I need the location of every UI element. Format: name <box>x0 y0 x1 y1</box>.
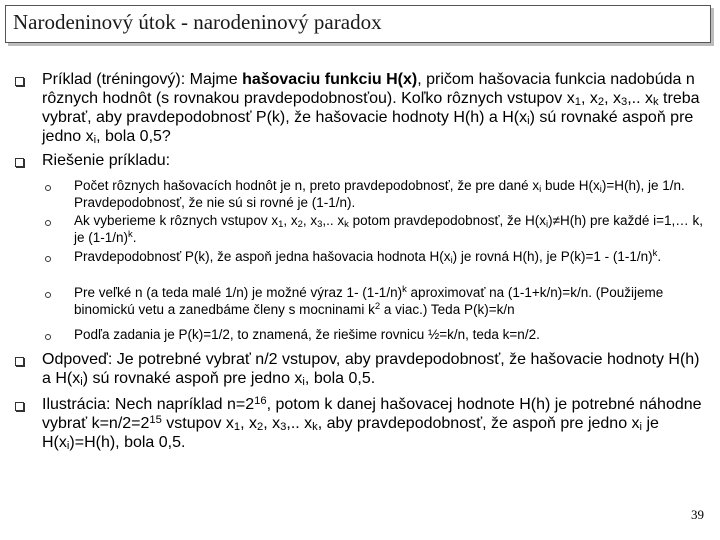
paragraph-example: Príklad (tréningový): Majme hašovaciu funkciu H(x), pričom hašovacia funkcia nadobúda n rôznych hodnôt (s rovnakou pravdepodobnosťou). Koľko rôznych vstupov $x_1$, $x_2$, $x_3$,.. $x_k$ treba vybrať, aby pravdepodobnosť P(k), že hašovacie hodnoty H(h) a $H(x_i)$ sú rovnaké aspoň pre jedno $x_i$, bola 0,5? <box>42 71 700 146</box>
sub-paragraph-2: Ak vyberieme k rôznych vstupov $x_1$, $x_2$, $x_3$,.. $x_k$ potom pravdepodobnosť, že $H(x_i)\ne H(h)$ pre každé i=1,… k, je $(1-1/n)^k$. <box>74 213 703 245</box>
bullet-icon <box>15 402 24 411</box>
sub-bullet-icon <box>45 292 51 298</box>
sub-bullet-icon <box>45 185 51 191</box>
bullet-icon <box>15 158 24 167</box>
hash-function-term: hašovaciu funkciu H(x) <box>242 71 418 88</box>
title-box <box>5 5 711 43</box>
bullet-icon <box>15 77 24 86</box>
bullet-icon <box>15 357 24 366</box>
sub-paragraph-5: Podľa zadania je P(k)=1/2, to znamená, že riešime rovnicu ½=k/n, teda k=n/2. <box>74 327 540 342</box>
paragraph-solution-heading: Riešenie príkladu: <box>42 152 171 169</box>
sub-bullet-icon <box>45 256 51 262</box>
page-number: 39 <box>691 507 704 522</box>
paragraph-answer: Odpoveď: Je potrebné vybrať n/2 vstupov, aby pravdepodobnosť, že hašovacie hodnoty H(h) a $H(x_i)$ sú rovnaké aspoň pre jedno $x_i$, bola 0,5. <box>42 351 700 388</box>
sub-paragraph-1: Počet rôznych hašovacích hodnôt je n, preto pravdepodobnosť, že pre dané $x_i$ bude $H(x_i)=H(h)$, je 1/n. Pravdepodobnosť, že nie sú si rovné je (1-1/n). <box>74 178 685 210</box>
sub-bullet-icon <box>45 220 51 226</box>
sub-bullet-icon <box>45 334 51 340</box>
sub-paragraph-4: Pre veľké n (a teda malé 1/n) je možné výraz 1- $(1-1/n)^k$ aproximovať na (1-1+k/n)=k/n. (Použijeme binomickú vetu a zanedbáme členy s mocninami $k^2$ a viac.) Teda P(k)=k/n <box>74 284 664 317</box>
slide-title: Narodeninový útok - narodeninový paradox <box>13 10 382 34</box>
sub-paragraph-3: Pravdepodobnosť P(k), že aspoň jedna hašovacia hodnota $H(x_i)$ je rovná H(h), je $P(k)=1 - (1-1/n)^k$. <box>74 248 662 266</box>
paragraph-illustration: Ilustrácia: Nech napríklad $n=2^{16}$, potom k danej hašovacej hodnote H(h) je potrebné náhodne vybrať $k=n/2=2^{15}$ vstupov $x_1$, $x_2$, $x_3$,.. $x_k$, aby pravdepodobnosť, že aspoň pre jedno $x_i$ je $H(x_i)=H(h)$, bola 0,5. <box>42 395 702 452</box>
